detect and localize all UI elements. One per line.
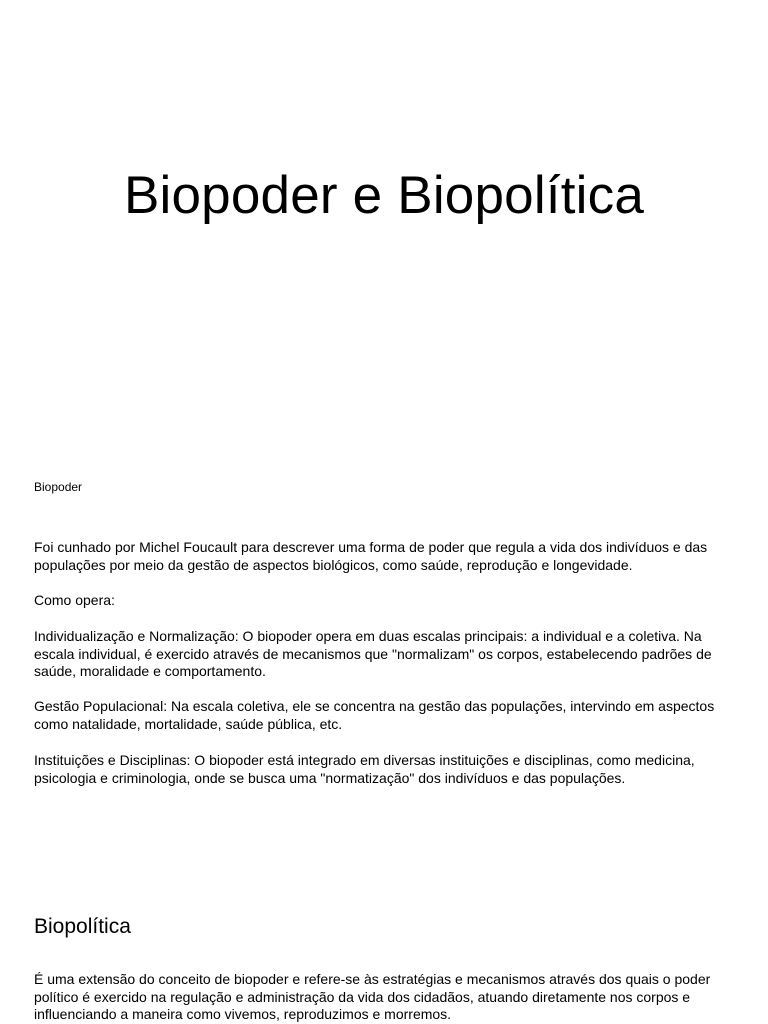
paragraph-biopolitica-definition: É uma extensão do conceito de biopoder e refere-se às estratégias e mecanismos através dos quais o poder político é exercido na regulação e administração da vida dos cidadãos, atuando diretamente nos corpos e influenciando a maneira como vivemos, reproduzimos e morremos.	[34, 971, 711, 1022]
paragraph-gestao-populacional: Gestão Populacional: Na escala coletiva, ele se concentra na gestão das populações, intervindo em aspectos como natalidade, mortalidade, saúde pública, etc.	[34, 698, 715, 732]
paragraph-instituicoes: Instituições e Disciplinas: O biopoder está integrado em diversas instituições e disciplinas, como medicina, psicologia e criminologia, onde se busca uma "normatização" dos indivíduos e das populações.	[34, 752, 695, 786]
section-heading-biopolitica: Biopolítica	[34, 915, 131, 938]
section-heading-biopoder: Biopoder	[34, 480, 83, 494]
paragraph-definition: Foi cunhado por Michel Foucault para descrever uma forma de poder que regula a vida dos indivíduos e das populações por meio da gestão de aspectos biológicos, como saúde, reprodução e longevidade.	[34, 539, 708, 573]
page-title: Biopoder e Biopolítica	[123, 166, 644, 225]
paragraph-individualizacao: Individualização e Normalização: O biopoder opera em duas escalas principais: a individual e a coletiva. Na escala individual, é exercido através de mecanismos que "normalizam" os corpos, estabelecendo padrões de saúde, moralidade e comportamento.	[34, 628, 712, 679]
paragraph-como-opera: Como opera:	[34, 592, 115, 608]
